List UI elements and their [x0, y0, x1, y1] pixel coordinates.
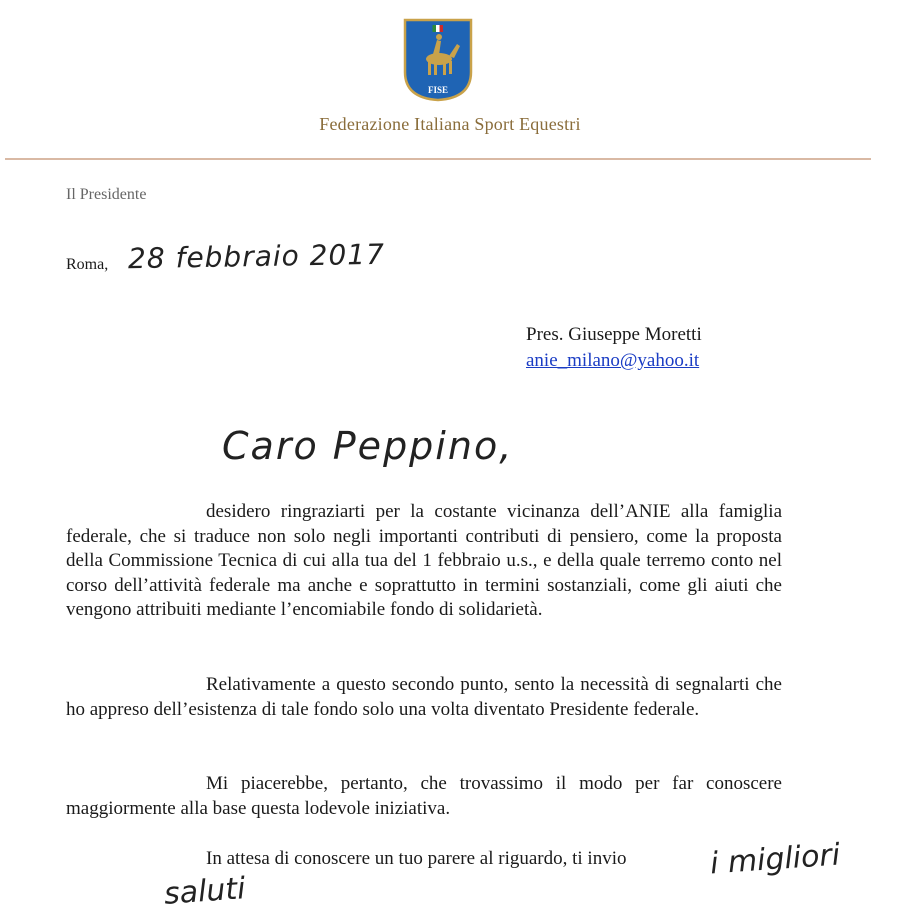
sender-role: Il Presidente — [66, 186, 147, 203]
logo-text: FISE — [427, 85, 449, 95]
fise-logo — [399, 14, 477, 102]
recipient-name: Pres. Giuseppe Moretti — [526, 324, 702, 345]
handwritten-date: 28 febbraio 2017 — [127, 237, 386, 276]
handwritten-closing-continued: saluti — [162, 871, 247, 912]
flag-white — [436, 25, 440, 32]
dateline-place: Roma, — [66, 256, 109, 273]
handwritten-greeting: Caro Peppino, — [222, 424, 514, 468]
recipient-email-link[interactable]: anie_milano@yahoo.it — [526, 350, 700, 371]
paragraph-2: Relativamente a questo secondo punto, sento la necessità di segnalarti che ho appreso dell’esistenza di tale fondo solo una volta diventato Presidente federale. — [66, 674, 782, 720]
recipient-block — [526, 322, 702, 374]
paragraph-3: Mi piacerebbe, pertanto, che trovassimo il modo per far conoscere maggiormente alla base questa lodevole iniziativa. — [66, 773, 782, 819]
header-divider — [5, 158, 871, 160]
flag-green — [433, 25, 437, 32]
handwritten-closing: i migliori — [708, 837, 842, 882]
flag-red — [440, 25, 444, 32]
paragraph-1: desidero ringraziarti per la costante vicinanza dell’ANIE alla famiglia federale, che si traduce non solo negli importanti contributi di pensiero, come la proposta della Commissione Tecnica di cui alla tua del 1 febbraio u.s., e della quale terremo conto nel corso dell’attività federale ma anche e soprattutto in termini sostanziali, come gli aiuti che vengono attribuiti mediante l’encomiabile fondo di solidarietà. — [66, 501, 782, 621]
organization-name: Federazione Italiana Sport Equestri — [319, 114, 581, 134]
paragraph-4: In attesa di conoscere un tuo parere al riguardo, ti invio — [206, 848, 627, 869]
